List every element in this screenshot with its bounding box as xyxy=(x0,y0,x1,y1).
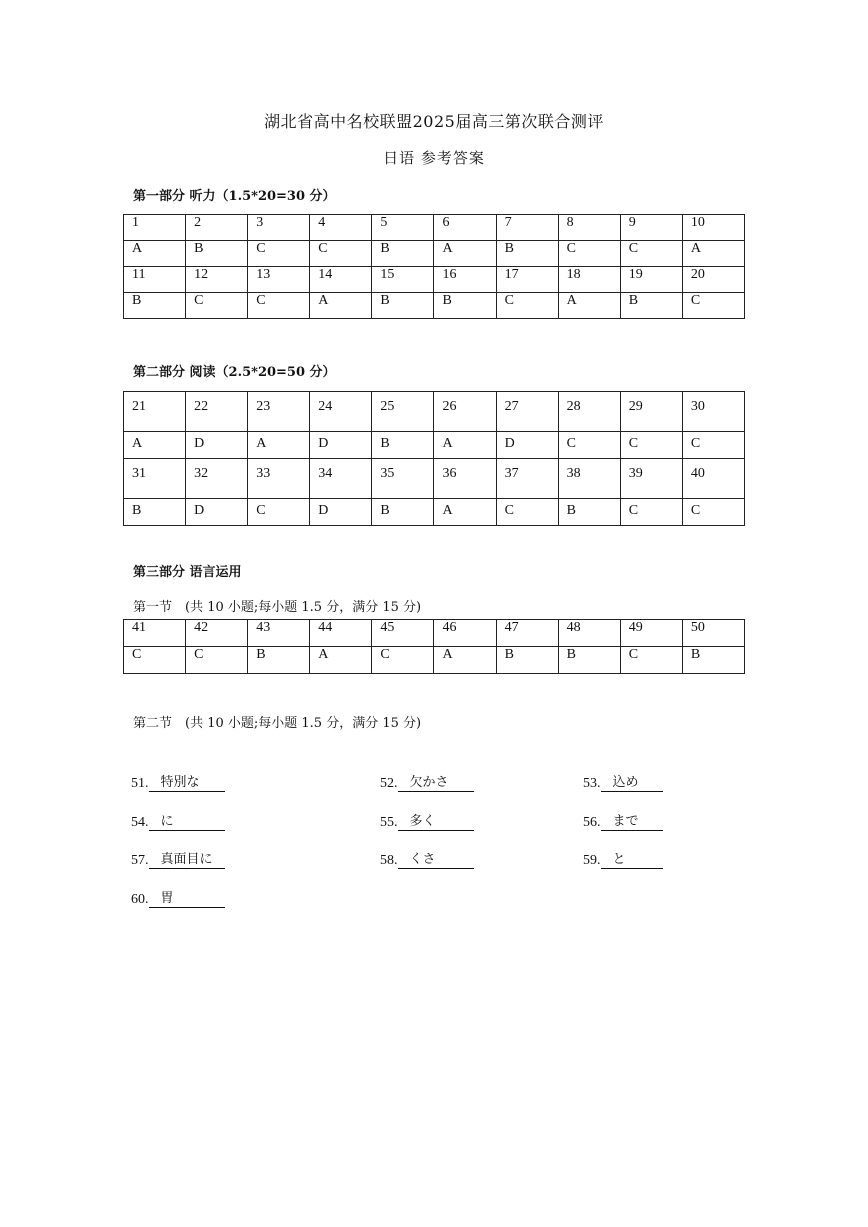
answer-blank: まで xyxy=(601,813,663,831)
answer-blank: 胃 xyxy=(149,890,225,908)
answer-cell: B xyxy=(372,432,434,459)
question-number: 56. xyxy=(583,815,601,830)
answer-cell: C xyxy=(620,647,682,674)
question-number-cell: 6 xyxy=(434,215,496,241)
answer-blank: 特別な xyxy=(149,774,225,792)
question-number-cell: 10 xyxy=(682,215,744,241)
answer-cell: C xyxy=(682,293,744,319)
question-number-cell: 4 xyxy=(310,215,372,241)
question-number-cell: 16 xyxy=(434,267,496,293)
answer-cell: A xyxy=(434,499,496,526)
document-title: 湖北省高中名校联盟2025届高三第次联合测评 xyxy=(264,112,604,131)
question-number-cell: 48 xyxy=(558,620,620,647)
question-number-cell: 47 xyxy=(496,620,558,647)
part3-section2-label: 第二节 (共 10 小题;每小题 1.5 分，满分 15 分) xyxy=(133,716,422,731)
question-number-cell: 31 xyxy=(124,459,186,499)
question-number-cell: 44 xyxy=(310,620,372,647)
question-number: 54. xyxy=(131,815,149,830)
question-number-cell: 26 xyxy=(434,392,496,432)
table-row xyxy=(124,392,745,432)
answer-cell: C xyxy=(620,241,682,267)
answer-cell: A xyxy=(558,293,620,319)
question-number-cell: 22 xyxy=(186,392,248,432)
answer-blank: 多く xyxy=(398,813,474,831)
question-number-cell: 42 xyxy=(186,620,248,647)
fill-in-answer-item xyxy=(131,851,225,869)
question-number-cell: 41 xyxy=(124,620,186,647)
fill-in-answer-item xyxy=(583,851,663,869)
answer-cell: C xyxy=(620,499,682,526)
question-number-cell: 32 xyxy=(186,459,248,499)
fill-in-answer-item xyxy=(380,774,474,792)
answer-blank: 真面目に xyxy=(149,851,225,869)
answer-blank: くさ xyxy=(398,851,474,869)
answer-cell: A xyxy=(682,241,744,267)
answer-cell: B xyxy=(496,647,558,674)
fill-in-answer-item xyxy=(131,774,225,792)
answer-cell: C xyxy=(248,499,310,526)
answer-cell: C xyxy=(496,293,558,319)
question-number: 57. xyxy=(131,853,149,868)
question-number-cell: 17 xyxy=(496,267,558,293)
answer-cell: B xyxy=(496,241,558,267)
question-number-cell: 25 xyxy=(372,392,434,432)
question-number-cell: 23 xyxy=(248,392,310,432)
answer-cell: B xyxy=(558,647,620,674)
table-row xyxy=(124,459,745,499)
answer-cell: C xyxy=(186,647,248,674)
answer-cell: A xyxy=(434,647,496,674)
answer-cell: C xyxy=(682,432,744,459)
answer-cell: C xyxy=(186,293,248,319)
question-number-cell: 43 xyxy=(248,620,310,647)
answer-cell: D xyxy=(186,499,248,526)
question-number-cell: 14 xyxy=(310,267,372,293)
document-subtitle: 日语 参考答案 xyxy=(383,149,485,167)
question-number-cell: 49 xyxy=(620,620,682,647)
question-number-cell: 39 xyxy=(620,459,682,499)
question-number-cell: 24 xyxy=(310,392,372,432)
part3-heading: 第三部分 语言运用 xyxy=(133,565,242,580)
answer-cell: C xyxy=(372,647,434,674)
question-number-cell: 9 xyxy=(620,215,682,241)
answer-cell: D xyxy=(310,499,372,526)
question-number-cell: 38 xyxy=(558,459,620,499)
question-number-cell: 20 xyxy=(682,267,744,293)
question-number: 53. xyxy=(583,776,601,791)
answer-cell: C xyxy=(248,241,310,267)
question-number: 58. xyxy=(380,853,398,868)
question-number-cell: 1 xyxy=(124,215,186,241)
question-number: 52. xyxy=(380,776,398,791)
answer-blank: に xyxy=(149,813,225,831)
answer-cell: C xyxy=(124,647,186,674)
question-number-cell: 40 xyxy=(682,459,744,499)
answer-cell: D xyxy=(310,432,372,459)
answer-cell: D xyxy=(496,432,558,459)
table-row xyxy=(124,620,745,647)
question-number-cell: 21 xyxy=(124,392,186,432)
question-number: 55. xyxy=(380,815,398,830)
question-number-cell: 34 xyxy=(310,459,372,499)
question-number-cell: 8 xyxy=(558,215,620,241)
answer-blank: と xyxy=(601,851,663,869)
answer-cell: C xyxy=(558,432,620,459)
answer-cell: B xyxy=(682,647,744,674)
answer-cell: C xyxy=(558,241,620,267)
answer-cell: A xyxy=(124,432,186,459)
question-number-cell: 3 xyxy=(248,215,310,241)
table-row xyxy=(124,647,745,674)
answer-cell: C xyxy=(248,293,310,319)
table-row xyxy=(124,241,745,267)
question-number-cell: 29 xyxy=(620,392,682,432)
question-number-cell: 7 xyxy=(496,215,558,241)
fill-in-answer-item xyxy=(380,813,474,831)
table-row xyxy=(124,499,745,526)
question-number-cell: 5 xyxy=(372,215,434,241)
question-number-cell: 27 xyxy=(496,392,558,432)
question-number-cell: 46 xyxy=(434,620,496,647)
answer-cell: B xyxy=(620,293,682,319)
question-number-cell: 30 xyxy=(682,392,744,432)
question-number: 60. xyxy=(131,892,149,907)
answer-cell: B xyxy=(372,241,434,267)
answer-cell: B xyxy=(124,499,186,526)
question-number-cell: 12 xyxy=(186,267,248,293)
answer-cell: B xyxy=(186,241,248,267)
question-number-cell: 13 xyxy=(248,267,310,293)
fill-in-answer-item xyxy=(583,813,663,831)
answer-cell: C xyxy=(682,499,744,526)
answer-cell: B xyxy=(248,647,310,674)
part2-answer-table xyxy=(123,391,745,526)
question-number-cell: 33 xyxy=(248,459,310,499)
answer-cell: C xyxy=(496,499,558,526)
question-number-cell: 2 xyxy=(186,215,248,241)
answer-cell: D xyxy=(186,432,248,459)
part3-answer-table xyxy=(123,619,745,674)
answer-cell: C xyxy=(310,241,372,267)
table-row xyxy=(124,293,745,319)
question-number-cell: 19 xyxy=(620,267,682,293)
answer-cell: B xyxy=(372,499,434,526)
answer-cell: A xyxy=(248,432,310,459)
answer-cell: B xyxy=(434,293,496,319)
answer-cell: A xyxy=(310,293,372,319)
answer-cell: A xyxy=(124,241,186,267)
part1-heading: 第一部分 听力（1.5*20=30 分） xyxy=(133,189,336,204)
answer-cell: B xyxy=(558,499,620,526)
answer-cell: A xyxy=(434,432,496,459)
part3-section1-label: 第一节 (共 10 小题;每小题 1.5 分，满分 15 分) xyxy=(133,600,422,615)
question-number: 51. xyxy=(131,776,149,791)
table-row xyxy=(124,215,745,241)
fill-in-answer-item xyxy=(131,890,225,908)
answer-cell: B xyxy=(124,293,186,319)
answer-blank: 込め xyxy=(601,774,663,792)
question-number-cell: 37 xyxy=(496,459,558,499)
question-number: 59. xyxy=(583,853,601,868)
answer-cell: C xyxy=(620,432,682,459)
question-number-cell: 18 xyxy=(558,267,620,293)
question-number-cell: 15 xyxy=(372,267,434,293)
answer-blank: 欠かさ xyxy=(398,774,474,792)
fill-in-answer-item xyxy=(380,851,474,869)
answer-cell: A xyxy=(310,647,372,674)
question-number-cell: 11 xyxy=(124,267,186,293)
question-number-cell: 50 xyxy=(682,620,744,647)
fill-in-answer-item xyxy=(131,813,225,831)
question-number-cell: 28 xyxy=(558,392,620,432)
question-number-cell: 36 xyxy=(434,459,496,499)
answer-cell: B xyxy=(372,293,434,319)
question-number-cell: 45 xyxy=(372,620,434,647)
table-row xyxy=(124,432,745,459)
part1-answer-table xyxy=(123,214,745,319)
answer-cell: A xyxy=(434,241,496,267)
table-row xyxy=(124,267,745,293)
fill-in-answer-item xyxy=(583,774,663,792)
question-number-cell: 35 xyxy=(372,459,434,499)
part2-heading: 第二部分 阅读（2.5*20=50 分） xyxy=(133,365,336,380)
